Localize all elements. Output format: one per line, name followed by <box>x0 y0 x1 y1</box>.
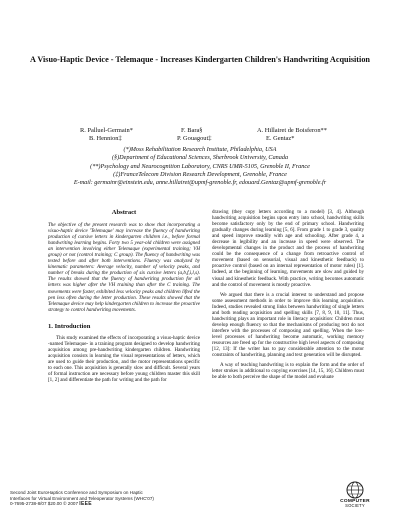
abstract-text: The objective of the present research was to show that incorporating a visuo-haptic device 'Telemaque' may increase the fluency of handwriting production of cursive letters in kindergarten children i.e., before formal handwriting learning begins. Forty two 5 year-old children were assigned an intervention involving either Telemaque (experimental training; VH group) or not (control training; C group). The fluency of handwriting was tested before and after both interventions. Fluency was analyzed by kinematic parameters: Average velocity, number of velocity peaks, and number of breaks during the production of six cursive letters (a,b,f,i,l,s). The results showed that the fluency of handwriting production for all letters was higher after the VH training than after the C training. The movements were faster, exhibited less velocity peaks and children lifted the pen less often during the letter production. These results showed that the Telemaque device may help kindergarten children to increase the proactive strategy to control handwriting movements. <box>48 222 200 313</box>
author-name: F. Bara§ <box>181 127 203 134</box>
section-heading: 1. Introduction <box>48 322 91 330</box>
affiliation-line: (*)Moss Rehabilitation Research Institute, Philadelphia, USA <box>123 146 277 153</box>
affiliation-line: (‡)FranceTelecom Division Research Development, Grenoble, France <box>113 170 287 178</box>
body-paragraph: We argued that there is a crucial interest to understand and propose some assessment methods in order to improve this learning acquisition. Indeed, studies revealed strong links between handwriting of single letters and both reading acquisition and spelling skills [7, 8, 9, 10, 11]. Thus, handwriting plays an important role in literacy acquisition: Children must develop enough fluency so that the mechanisms of producing text do not interfere with the processes of composing and spelling. When the low-level processes of handwriting become automatic, working memory resources are freed up for the constructive high level aspects of composing [12, 13]: If the writer has to pay considerable attention to the motor constraints of handwriting, planning and text generation will be disrupted. <box>212 291 364 359</box>
logo-text: COMPUTER <box>340 499 370 504</box>
affiliation-block <box>40 146 360 187</box>
footer-line: Second Joint EuroHaptics Conference and Symposium on Haptic <box>10 490 143 495</box>
author-name: A. Hillairet de Boisferon** <box>257 127 327 134</box>
affiliation-line: (§)Department of Educational Sciences, Sherbrook University, Canada <box>111 154 289 162</box>
footer-line: Interfaces for Virtual Environment and Teleoperator Systems (WHC'07) <box>10 495 154 501</box>
computer-society-logo <box>330 481 380 514</box>
conference-footer <box>10 490 154 508</box>
author-name: E. Gentaz* <box>266 135 295 143</box>
affiliation-line: (**)Psychology and Neurocognition Laboratory, CNRS UMR-5105, Grenoble II, France <box>90 162 310 170</box>
body-paragraph: This study examined the effects of incorporating a visuo-haptic device -named Telemaque- in a training program designed to develop handwriting acquisition among pre-handwriting kindergarten children. Handwriting acquisition consists in learning the visual representations of letters, which are used to guide their production, and the motor representations specific to each one. This acquisition is generally slow and difficult. Several years of formal instruction are necessary before young children master this skill [1, 2] and differentiate the path for writing and the path for <box>48 334 200 384</box>
abstract-heading: Abstract <box>111 209 137 216</box>
author-name: B. Hennion‡ <box>89 135 122 143</box>
right-column <box>212 209 364 384</box>
logo-text: SOCIETY <box>345 503 365 508</box>
author-name: R. Palluel-Germain* <box>80 127 133 134</box>
footer-price: 0-7695-2738-8/07 $20.00 © 2007 <box>10 501 79 507</box>
ieee-mark: IEEE <box>79 501 92 508</box>
body-paragraph: A way of teaching handwriting is to explain the form and the order of letter strokes in additional to copying exercises [14, 15, 16]. Children must be able to both perceive the shape of the model and evaluate <box>212 362 364 381</box>
author-name: P. Gouagout‡ <box>177 135 212 143</box>
email-line: E-mail: germainr@einstein.edu, anne.hillairet@upmf-grenoble.fr, edouard.Gentaz@upmf-grenoble.fr <box>73 179 327 187</box>
left-column <box>48 209 200 387</box>
body-paragraph: drawing (they copy letters according to a model) [3, 4]. Although handwriting acquisition begins upon entry into school, handwriting skills become satisfactory only by the end of primary school. Handwriting gradually changes during learning [5, 6]. From grade 1 to grade 3, quality and speed improve steadily with age and schooling. After grade 4, a decrease in legibility and an increase in speed were observed. The developmental changes in the product and the process of handwriting could be the consequence of a change from retroactive control of movement (based on sensorial, visual and kinesthetic feedback) to proactive control (based on an internal representation of motor rules) [1]. Indeed, at the beginning of learning, movements are slow and guided by visual and kinesthetic feedback. With practice, writing becomes automatic and the control of movement is mostly proactive. <box>212 209 364 288</box>
paper-title: A Visuo-Haptic Device - Telemaque - Increases Kindergarten Children's Handwriting Acquisition <box>30 55 370 64</box>
footer-line <box>10 501 154 508</box>
society-emblem-icon <box>344 481 366 499</box>
